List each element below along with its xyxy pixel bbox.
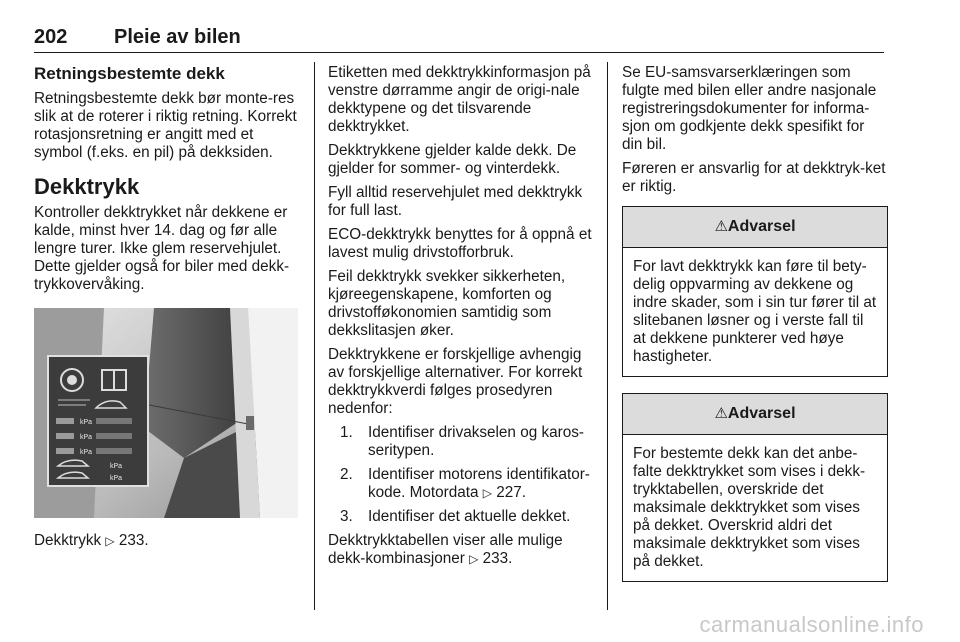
tire-pressure-label-closeup [48, 356, 148, 486]
figure-caption: Dekktrykk ▷ 233. [34, 532, 149, 549]
paragraph: Etiketten med dekktrykkinformasjon på venstre dørramme angir de origi-nale dekktypene og det tilsvarende dekktrykket. [328, 64, 591, 135]
warning-box [622, 206, 888, 377]
kpa-label: kPa [80, 434, 93, 441]
section-heading: Retningsbestemte dekk [34, 64, 225, 83]
column-divider [607, 62, 608, 610]
section-heading: Dekktrykk [34, 174, 140, 199]
watermark: carmanualsonline.info [699, 612, 924, 637]
paragraph: Feil dekktrykk svekker sikkerheten, kjøreegenskapene, komforten og drivstofføkonomien samtidig som dekkslitasjen øker. [328, 268, 566, 339]
column-divider [314, 62, 315, 610]
page-header [34, 26, 884, 53]
arrow-right-icon: ▷ [482, 486, 493, 500]
kpa-label: kPa [80, 449, 93, 456]
column-2 [328, 64, 594, 574]
warning-header: ⚠Advarsel [623, 394, 887, 435]
page-reference[interactable]: ▷ 227. [482, 484, 527, 501]
paragraph: Retningsbestemte dekk bør monte-res slik at de roterer i riktig retning. Korrekt rotasjonsretning er angitt med et symbol (f.eks. en pil) på dekksiden. [34, 90, 297, 161]
paragraph: Se EU-samsvarserklæringen som fulgte med bilen eller andre nasjonale registreringsdokumenter for informa-sjon om godkjente dekk spesifikt for din bil. [622, 64, 877, 153]
paragraph: Fyll alltid reservehjulet med dekktrykk for full last. [328, 184, 583, 219]
procedure-list [328, 424, 594, 526]
kpa-label: kPa [110, 475, 123, 482]
column-3 [622, 64, 888, 598]
warning-box [622, 393, 888, 582]
tire-pressure-label-photo [34, 308, 298, 518]
warning-text: For bestemte dekk kan det anbe-falte dekktrykket som vises i dekk-trykktabellen, overskride det maksimale dekktrykket som vises på dekket. Overskrid aldri det maksimale dekktrykket som vises på dekket. [633, 445, 866, 570]
warning-triangle-icon: ⚠ [714, 218, 728, 235]
door-frame-illustration [34, 308, 298, 518]
paragraph: Føreren er ansvarlig for at dekktryk-ket er riktig. [622, 160, 886, 195]
page-reference[interactable]: ▷ 233. [105, 532, 149, 549]
paragraph: Dekktrykkene er forskjellige avhengig av forskjellige alternativer. For korrekt dekktrykkverdi følges prosedyren nedenfor: [328, 346, 583, 417]
warning-text: For lavt dekktrykk kan føre til bety-delig oppvarming av dekkene og indre skader, som i sin tur fører til at slitebanen løsner og i verste fall til at dekkene punkterer ved høye hastigheter. [633, 258, 877, 365]
page-number: 202 [34, 26, 68, 48]
kpa-label: kPa [80, 419, 93, 426]
paragraph: Dekktrykktabellen viser alle mulige dekk-kombinasjoner ▷ 233. [328, 532, 563, 567]
arrow-right-icon: ▷ [105, 534, 115, 548]
arrow-right-icon: ▷ [469, 552, 479, 566]
warning-triangle-icon: ⚠ [714, 405, 728, 422]
kpa-label: kPa [110, 463, 123, 470]
paragraph: Dekktrykkene gjelder kalde dekk. De gjelder for sommer- og vinterdekk. [328, 142, 577, 177]
page-reference[interactable]: ▷ 233. [469, 550, 513, 567]
column-1 [34, 64, 300, 556]
paragraph: ECO-dekktrykk benyttes for å oppnå et lavest mulig drivstofforbruk. [328, 226, 592, 261]
list-item: 3. Identifiser det aktuelle dekket. [340, 508, 571, 525]
list-item: 1. Identifiser drivakselen og karos-seritypen. [340, 424, 584, 459]
warning-header: ⚠Advarsel [623, 207, 887, 248]
chapter-title: Pleie av bilen [114, 26, 241, 48]
list-item: 2. Identifiser motorens identifikator-kode. Motordata ▷ 227. [340, 466, 590, 501]
paragraph: Kontroller dekktrykket når dekkene er kalde, minst hver 14. dag og før alle lengre turer. Ikke glem reservehjulet. Dette gjelder også for biler med dekk-trykkovervåking. [34, 204, 290, 293]
